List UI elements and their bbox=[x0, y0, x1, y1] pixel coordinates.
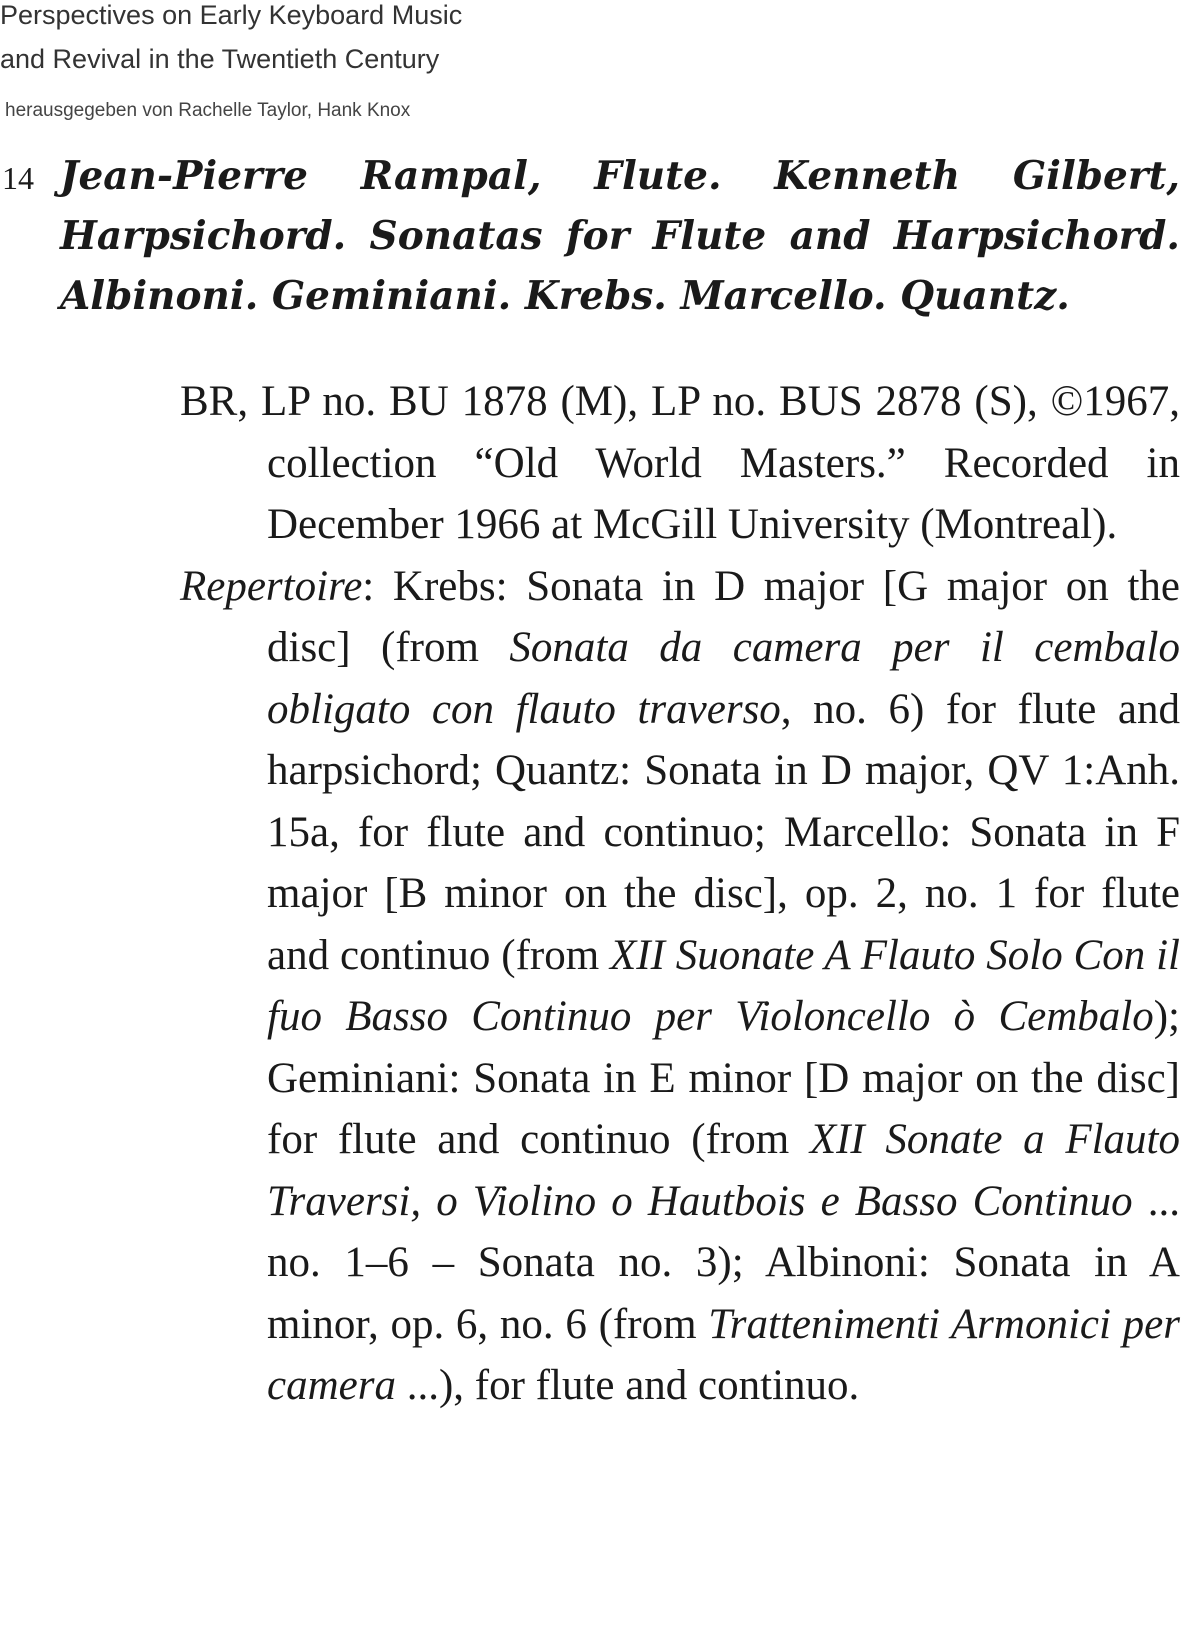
repertoire-text: : Krebs: Sonata in D major [G major on the disc] (from bbox=[267, 562, 1180, 671]
repertoire-paragraph bbox=[180, 556, 1180, 1417]
entry-title: Jean-Pierre Rampal, Flute. Kenneth Gilbert, Harpsichord. Sonatas for Flute and Harpsichord. Albinoni. Geminiani. Krebs. Marcello. Quantz. bbox=[60, 153, 1180, 319]
repertoire-text: ); Geminiani: Sonata in E minor [D major on the disc] for flute and continuo (from bbox=[267, 993, 1180, 1163]
recording-details: BR, LP no. BU 1878 (M), LP no. BUS 2878 (S), ©1967, collection “Old World Masters.” Recorded in December 1966 at McGill University (Montreal). bbox=[180, 378, 1180, 548]
work-title: Trattenimenti Armonici per camera bbox=[267, 1300, 1180, 1409]
repertoire-text: , no. 6) for flute and harpsichord; Quantz: Sonata in D major, QV 1:Anh. 15a, for flute and continuo; Marcello: Sonata in F major [B minor on the disc], op. 2, no. 1 for flute and continuo (from bbox=[267, 685, 1180, 979]
repertoire-text: ...), for flute and continuo. bbox=[395, 1362, 860, 1409]
book-title-line-2: and Revival in the Twentieth Century bbox=[0, 44, 440, 74]
repertoire-text: ... no. 1–6 – Sonata no. 3); Albinoni: Sonata in A minor, op. 6, no. 6 (from bbox=[267, 1177, 1181, 1348]
work-title: XII Suonate A Flauto Solo Con il fuo Basso Continuo per Violoncello ò Cembalo bbox=[267, 931, 1180, 1040]
entry-body bbox=[180, 371, 1180, 1417]
work-title: Sonata da camera per il cembalo obligato con flauto traverso bbox=[267, 624, 1180, 733]
work-title: XII Sonate a Flauto Traversi, o Violino o Hautbois e Basso Continuo bbox=[267, 1116, 1180, 1225]
book-editors: herausgegeben von Rachelle Taylor, Hank Knox bbox=[5, 100, 411, 121]
book-title-line-1: Perspectives on Early Keyboard Music bbox=[0, 0, 463, 30]
entry-number: 14 bbox=[2, 160, 34, 196]
repertoire-label: Repertoire bbox=[180, 562, 363, 610]
